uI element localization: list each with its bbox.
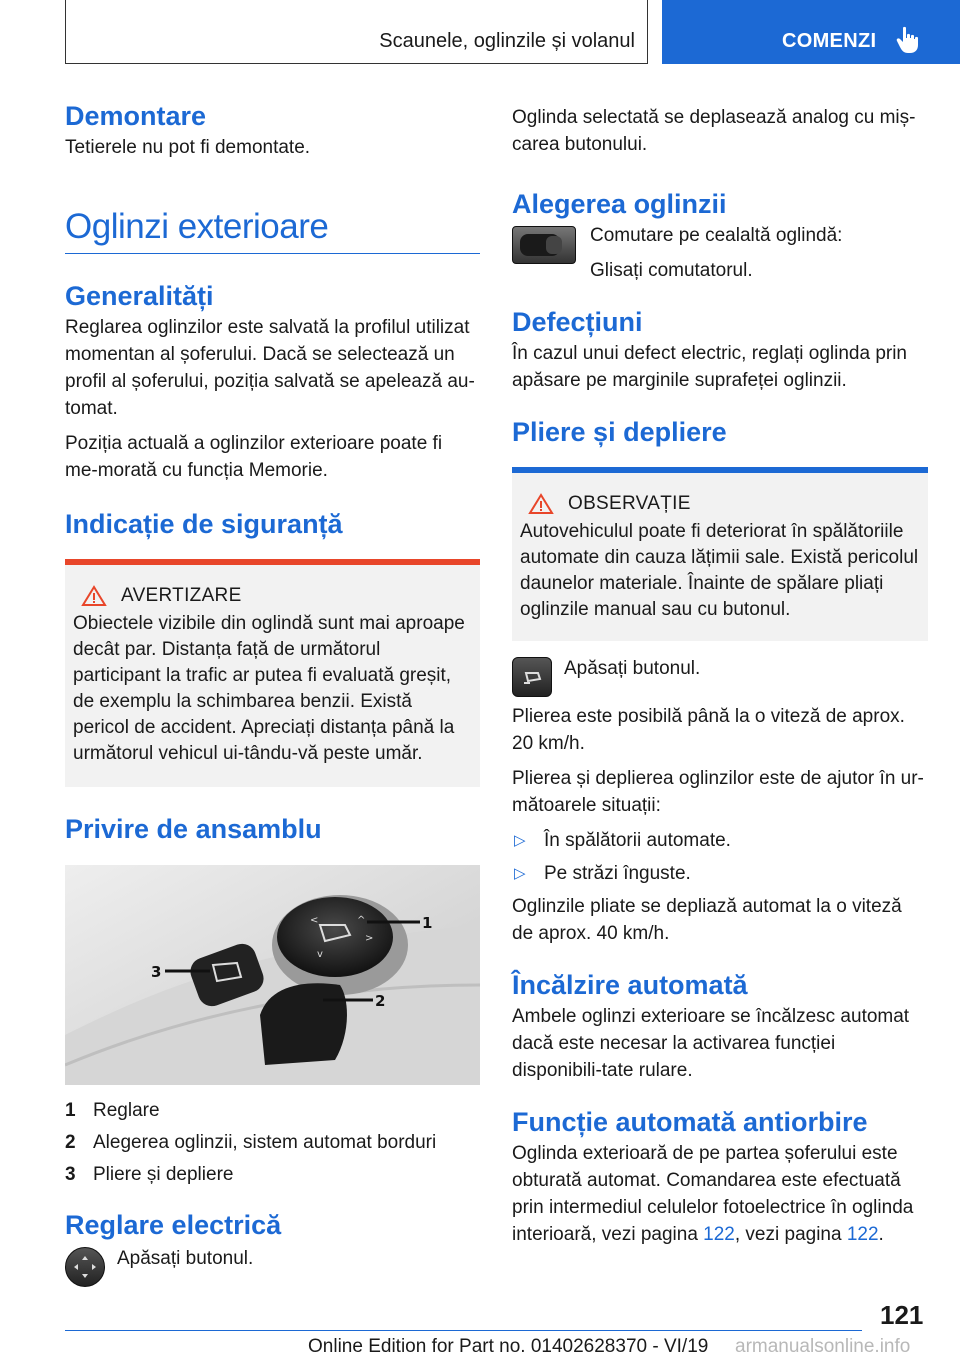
note-label: OBSERVAȚIE bbox=[568, 493, 691, 515]
antiorbire-body: Oglinda exterioară de pe partea șoferului este obturată automat. Comandarea este efectuată prin intermediul celulelor fotoelectrice în oglinda interioară, vezi pagina bbox=[512, 1142, 914, 1245]
alegerea-instruction bbox=[512, 226, 928, 292]
mirror-controls-illustration bbox=[65, 865, 480, 1085]
list-item bbox=[512, 827, 928, 854]
legend-label: Pliere și depliere bbox=[93, 1164, 234, 1185]
mirror-adjust-button-icon bbox=[65, 1247, 105, 1287]
mirror-selector-switch-icon bbox=[512, 226, 576, 264]
warning-header bbox=[73, 585, 472, 607]
fold-mirror-button-icon bbox=[512, 657, 552, 697]
right-column bbox=[512, 104, 928, 1256]
bullet-text: Pe străzi înguste. bbox=[544, 863, 691, 885]
legend-number: 2 bbox=[65, 1132, 76, 1153]
warning-text: Obiectele vizibile din oglindă sunt mai aproape decât par. Distanța față de următorul participant la trafic ar putea fi evaluată greșit, de exemplu la schimbarea benzii. Există pericol de accident. Apreciați distanța până la următorul vehicul ui‐tându-vă peste umăr. bbox=[73, 613, 465, 765]
svg-text:2: 2 bbox=[375, 992, 386, 1010]
page-link-122[interactable]: 122 bbox=[846, 1223, 879, 1245]
heading-antiorbire: Funcție automată antiorbire bbox=[512, 1107, 868, 1137]
svg-text:<: < bbox=[310, 915, 319, 926]
text-pliere-2: Plierea și deplierea oglinzilor este de ajutor în ur‐mătoarele situații: bbox=[512, 768, 924, 817]
header-section-box bbox=[65, 0, 648, 64]
warning-box bbox=[65, 559, 480, 787]
note-header bbox=[520, 493, 920, 515]
reglare-instruction bbox=[65, 1247, 480, 1287]
text-incalzire: Ambele oglinzi exterioare se încălzesc automat dacă este necesar la activarea funcției disponibili‐tate rulare. bbox=[512, 1006, 910, 1081]
pliere-instruction bbox=[512, 657, 928, 697]
note-box bbox=[512, 467, 928, 641]
footer-divider bbox=[65, 1330, 862, 1331]
footer-watermark: armanualsonline.info bbox=[735, 1336, 911, 1357]
svg-text:>: > bbox=[365, 933, 374, 944]
pointing-hand-icon bbox=[896, 26, 922, 54]
warning-triangle-icon bbox=[528, 493, 554, 515]
legend-label: Alegerea oglinzii, sistem automat borduri bbox=[93, 1132, 437, 1153]
note-text: Autovehiculul poate fi deteriorat în spălătoriile automate din cauza lățimii sale. Există pericolul daunelor materiale. Înainte de spălare pliați oglinzile manual sau cu butonul. bbox=[520, 521, 919, 621]
text-pliere-1: Plierea este posibilă până la o viteză de aprox. 20 km/h. bbox=[512, 706, 905, 755]
figure-legend bbox=[65, 1095, 480, 1191]
legend-number: 1 bbox=[65, 1100, 76, 1121]
antiorbire-mid: , vezi pagina bbox=[734, 1223, 842, 1245]
heading-defectiuni: Defecțiuni bbox=[512, 306, 643, 337]
text-generalitati-2: Poziția actuală a oglinzilor exterioare poate fi me‐morată cu funcția Memorie. bbox=[65, 432, 443, 481]
heading-generalitati: Generalități bbox=[65, 280, 214, 311]
svg-text:^: ^ bbox=[357, 915, 366, 926]
tab-label: COMENZI bbox=[782, 30, 877, 52]
warning-triangle-icon bbox=[81, 585, 107, 607]
svg-text:3: 3 bbox=[151, 963, 162, 981]
heading-alegerea: Alegerea oglinzii bbox=[512, 189, 727, 219]
legend-item bbox=[65, 1095, 480, 1127]
text-pliere-3: Oglinzile pliate se depliază automat la o viteză de aprox. 40 km/h. bbox=[512, 896, 902, 945]
legend-label: Reglare bbox=[93, 1100, 160, 1121]
text-alegerea-2: Glisați comutatorul. bbox=[590, 259, 753, 281]
heading-pliere: Pliere și depliere bbox=[512, 416, 727, 447]
text-intro: Oglinda selectată se deplasează analog cu miș‐carea butonului. bbox=[512, 107, 916, 155]
list-item bbox=[512, 860, 928, 887]
legend-item bbox=[65, 1159, 480, 1191]
text-generalitati-1: Reglarea oglinzilor este salvată la profilul utilizat momentan al șoferului. Dacă se selectează un profil al șoferului, poziția salvată se apelează au‐tomat. bbox=[65, 316, 475, 419]
text-demontare: Tetierele nu pot fi demontate. bbox=[65, 136, 311, 158]
page-number: 121 bbox=[880, 1300, 924, 1330]
text-defectiuni: În cazul unui defect electric, reglați oglinda prin apăsare pe marginile suprafeței oglinzii. bbox=[512, 342, 908, 391]
legend-number: 3 bbox=[65, 1164, 76, 1185]
svg-text:v: v bbox=[317, 949, 323, 960]
left-column bbox=[65, 100, 480, 1287]
triangle-bullet-icon: ▷ bbox=[514, 865, 526, 883]
triangle-bullet-icon: ▷ bbox=[514, 832, 526, 850]
page-link-122[interactable]: 122 bbox=[703, 1223, 735, 1245]
heading-incalzire: Încălzire automată bbox=[512, 970, 748, 1001]
antiorbire-end: . bbox=[878, 1223, 884, 1245]
footer-edition: Online Edition for Part no. 01402628370 - VI/19 bbox=[308, 1336, 709, 1357]
heading-demontare: Demontare bbox=[65, 101, 207, 131]
heading-reglare: Reglare electrică bbox=[65, 1210, 282, 1240]
section-title: Scaunele, oglinzile și volanul bbox=[379, 30, 635, 52]
bullet-text: În spălătorii automate. bbox=[544, 830, 731, 852]
svg-text:1: 1 bbox=[422, 914, 433, 932]
heading-siguranta: Indicație de siguranță bbox=[65, 508, 343, 539]
chapter-title: Oglinzi exterioare bbox=[65, 207, 480, 254]
legend-item bbox=[65, 1127, 480, 1159]
text-alegerea-1: Comutare pe cealaltă oglindă: bbox=[590, 224, 843, 246]
text-reglare: Apăsați butonul. bbox=[117, 1247, 254, 1269]
text-antiorbire bbox=[512, 1140, 928, 1248]
heading-ansamblu: Privire de ansamblu bbox=[65, 814, 322, 845]
text-pliere-press: Apăsați butonul. bbox=[564, 658, 701, 680]
warning-label: AVERTIZARE bbox=[121, 585, 242, 607]
